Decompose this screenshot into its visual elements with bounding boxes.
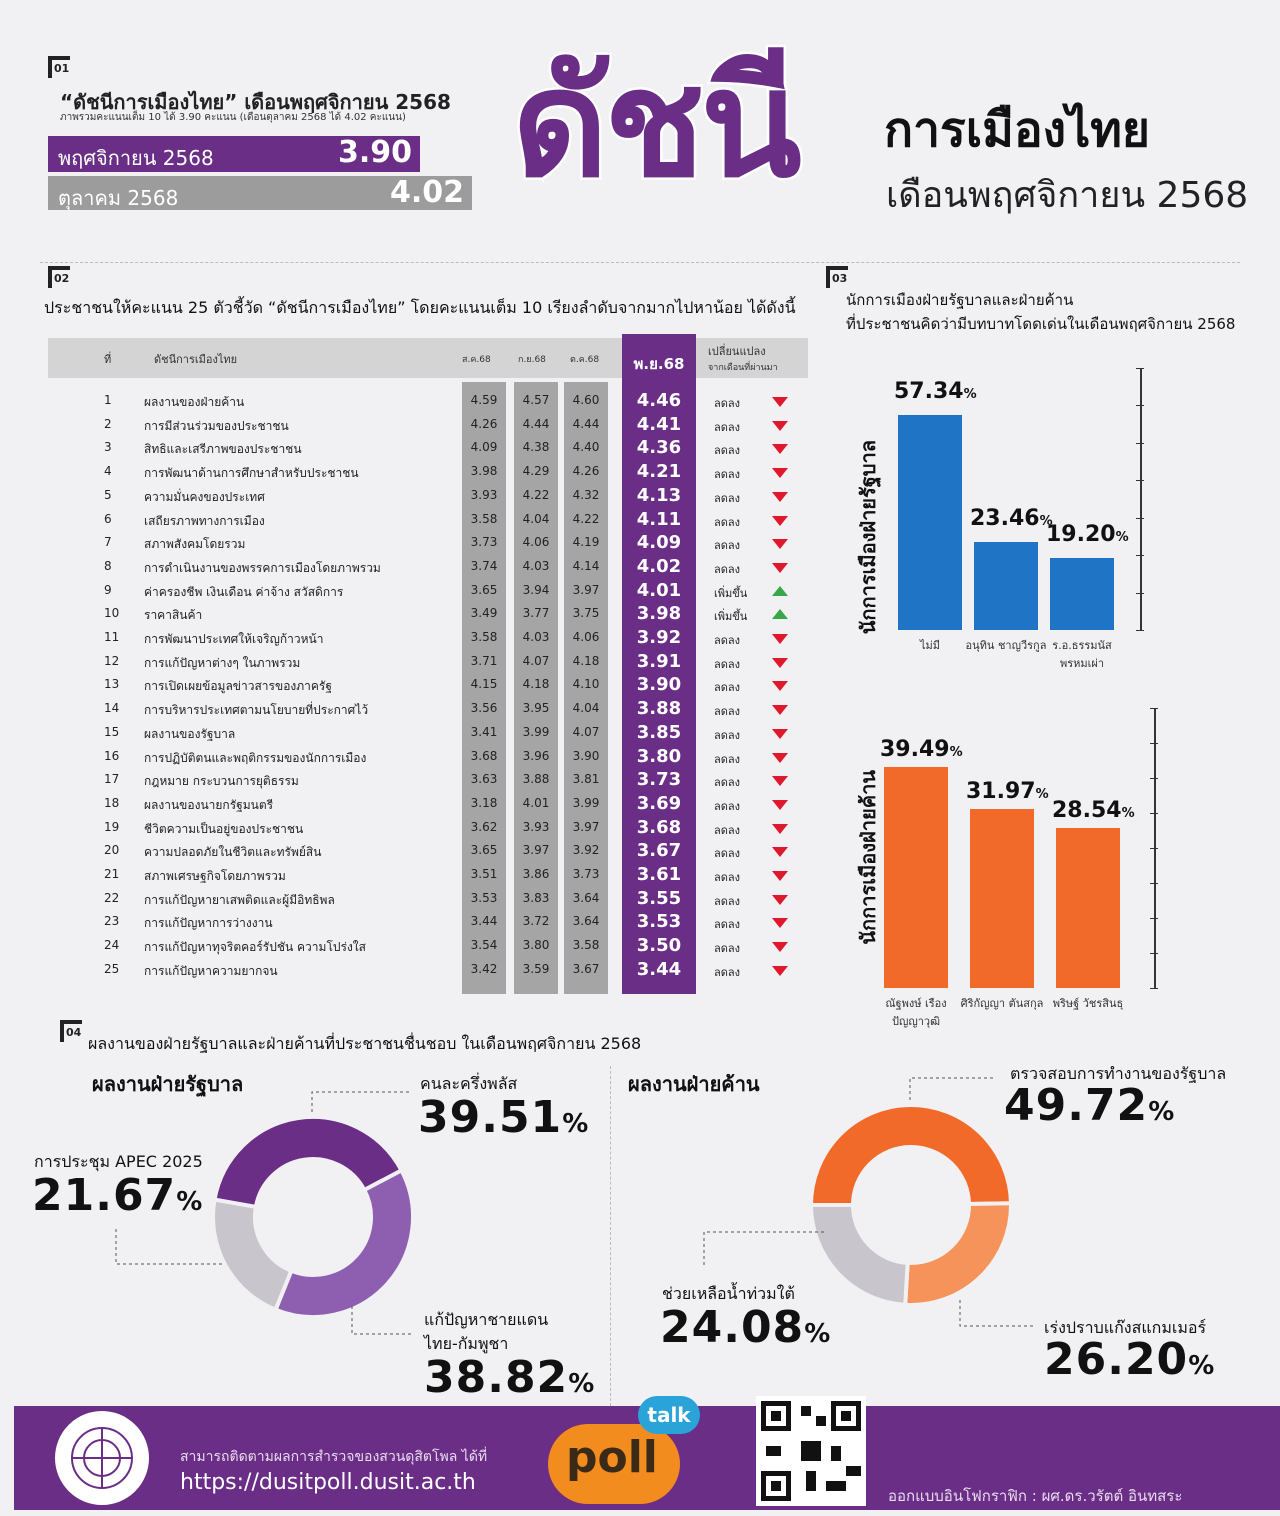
row-rank: 23	[104, 914, 120, 929]
row-sep: 3.80	[522, 938, 550, 953]
row-oct: 3.97	[572, 582, 600, 597]
row-rank: 14	[104, 701, 120, 716]
row-aug: 3.71	[470, 653, 498, 668]
university-logo	[52, 1408, 152, 1508]
row-oct: 3.75	[572, 606, 600, 621]
row-sep: 3.88	[522, 772, 550, 787]
x-tick-label: ไม่มี	[919, 639, 941, 652]
row-indicator: การดำเนินงานของพรรคการเมืองโดยภาพรวม	[144, 560, 381, 575]
row-rank: 6	[104, 511, 112, 526]
row-rank: 12	[104, 653, 120, 668]
poll-logo: poll	[566, 1432, 658, 1483]
row-indicator: การแก้ปัญหาต่างๆ ในภาพรวม	[144, 655, 301, 670]
row-nov: 3.80	[636, 745, 682, 767]
row-rank: 13	[104, 677, 120, 692]
x-tick-label: ศิริกัญญา ตันสกุล	[960, 997, 1044, 1010]
politicians-title-1: นักการเมืองฝ่ายรัฐบาลและฝ่ายค้าน	[846, 291, 1074, 309]
row-sep: 4.44	[522, 416, 550, 431]
row-rank: 11	[104, 630, 120, 644]
bar-value-label: 57.34%	[894, 379, 977, 405]
row-aug: 4.09	[470, 440, 498, 455]
row-rank: 18	[104, 795, 120, 810]
row-sep: 3.86	[522, 867, 550, 881]
row-indicator: การแก้ปัญหาทุจริตคอร์รัปชัน ความโปร่งใส	[144, 940, 366, 955]
row-oct: 3.64	[572, 914, 600, 929]
row-oct: 3.58	[572, 938, 600, 953]
row-sep: 3.77	[522, 606, 550, 621]
row-indicator: การพัฒนาประเทศให้เจริญก้าวหน้า	[144, 632, 324, 646]
row-aug: 3.51	[470, 867, 498, 881]
gov-item-2-label: แก้ปัญหาชายแดน	[424, 1310, 549, 1329]
opposition-achievements-heading: ผลงานฝ่ายค้าน	[628, 1072, 760, 1096]
row-nov: 3.85	[636, 721, 682, 743]
row-indicator: ผลงานของนายกรัฐมนตรี	[144, 797, 274, 812]
header-change: เปลี่ยนแปลง	[708, 345, 766, 358]
opp-item-1-value: 49.72%	[1004, 1080, 1176, 1131]
opp-item-2-label: เร่งปราบแก๊งสแกมเมอร์	[1044, 1318, 1207, 1337]
bar-value-label: 28.54%	[1052, 798, 1135, 824]
row-nov: 3.50	[636, 935, 682, 957]
footer-url-link[interactable]: https://dusitpoll.dusit.ac.th	[180, 1470, 476, 1495]
row-indicator: สิทธิและเสรีภาพของประชาชน	[144, 442, 302, 457]
qr-code-icon	[756, 1396, 866, 1506]
talk-logo: talk	[638, 1396, 700, 1434]
row-sep: 4.01	[522, 795, 550, 810]
row-sep: 4.29	[522, 464, 550, 479]
november-value: 3.90	[337, 135, 412, 170]
row-change: ลดลง	[714, 539, 740, 553]
row-oct: 3.97	[572, 819, 600, 834]
row-oct: 4.60	[572, 393, 600, 407]
row-rank: 16	[104, 748, 120, 763]
row-aug: 3.62	[470, 819, 498, 834]
main-title-big: ดัชนี	[512, 38, 798, 210]
row-nov: 3.91	[636, 650, 682, 672]
row-aug: 3.93	[470, 487, 498, 502]
y-axis-label: นักการเมืองฝ่ายค้าน	[856, 770, 880, 945]
row-nov: 4.46	[636, 390, 682, 411]
row-nov: 3.98	[636, 603, 682, 625]
row-oct: 4.14	[572, 558, 600, 573]
achievements-title: ผลงานของฝ่ายรัฐบาลและฝ่ายค้านที่ประชาชนชื่นชอบ ในเดือนพฤศจิกายน 2568	[88, 1034, 642, 1053]
row-change: ลดลง	[714, 752, 740, 766]
x-tick-label: พริษฐ์ วัชรสินธุ	[1052, 997, 1124, 1010]
table-intro: ประชาชนให้คะแนน 25 ตัวชี้วัด “ดัชนีการเมืองไทย” โดยคะแนนเต็ม 10 เรียงลำดับจากมากไปหาน้อย ได้ดังนี้	[44, 298, 796, 317]
row-rank: 3	[104, 440, 112, 455]
row-change: ลดลง	[714, 918, 740, 932]
row-nov: 3.67	[636, 840, 682, 862]
row-change: ลดลง	[714, 657, 740, 671]
x-tick-label: อนุทิน ชาญวีรกูล	[965, 639, 1047, 652]
row-rank: 25	[104, 961, 120, 976]
row-aug: 3.68	[470, 748, 498, 763]
row-nov: 3.61	[636, 864, 682, 885]
gov-item-2-value: 38.82%	[424, 1352, 596, 1403]
government-achievements-heading: ผลงานฝ่ายรัฐบาล	[92, 1072, 244, 1096]
october-value: 4.02	[389, 175, 464, 210]
opp-item-1-label: ตรวจสอบการทำงานของรัฐบาล	[1010, 1064, 1227, 1083]
row-rank: 22	[104, 890, 120, 905]
opp-item-3-label: ช่วยเหลือน้ำท่วมใต้	[662, 1284, 795, 1303]
header-nov: พ.ย.68	[633, 355, 685, 373]
row-change: ลดลง	[714, 776, 740, 790]
row-aug: 3.58	[470, 511, 498, 526]
row-rank: 21	[104, 867, 120, 881]
row-nov: 3.69	[636, 792, 682, 814]
row-indicator: ชีวิตความเป็นอยู่ของประชาชน	[144, 821, 304, 836]
y-axis-label: นักการเมืองฝ่ายรัฐบาล	[856, 440, 880, 635]
row-oct: 3.64	[572, 890, 600, 905]
header-oct: ต.ค.68	[570, 355, 600, 365]
october-label: ตุลาคม 2568	[58, 186, 179, 210]
row-rank: 19	[104, 819, 120, 834]
row-indicator: การเปิดเผยข้อมูลข่าวสารของภาครัฐ	[144, 679, 332, 694]
row-rank: 20	[104, 843, 120, 858]
row-rank: 8	[104, 558, 112, 573]
row-change: ลดลง	[714, 871, 740, 884]
row-change: ลดลง	[714, 942, 740, 956]
row-sep: 3.72	[522, 914, 550, 929]
row-indicator: การแก้ปัญหาการว่างงาน	[144, 916, 273, 931]
bar-value-label: 39.49%	[880, 736, 963, 762]
row-sep: 3.94	[522, 582, 550, 597]
row-change: ลดลง	[714, 468, 740, 482]
row-oct: 4.18	[572, 653, 600, 668]
section-number-2: 02	[48, 266, 70, 288]
x-tick-label: ร.อ.ธรรมนัส พรหมเผ่า	[1052, 639, 1112, 670]
section-number-3: 03	[826, 266, 848, 288]
row-indicator: ค่าครองชีพ เงินเดือน ค่าจ้าง สวัสดิการ	[144, 584, 344, 599]
row-sep: 4.04	[522, 511, 550, 526]
row-nov: 4.11	[636, 508, 682, 530]
row-aug: 3.53	[470, 890, 498, 905]
main-title-line1: การเมืองไทย	[884, 102, 1151, 158]
main-title-line2: เดือนพฤศจิกายน 2568	[886, 175, 1249, 216]
row-nov: 3.90	[636, 674, 682, 696]
row-indicator: การปฏิบัติตนและพฤติกรรมของนักการเมือง	[144, 750, 367, 765]
row-indicator: สภาพสังคมโดยรวม	[144, 537, 246, 552]
row-nov: 4.09	[636, 532, 682, 554]
row-oct: 4.26	[572, 464, 600, 479]
row-sep: 4.57	[522, 393, 550, 407]
row-rank: 7	[104, 535, 112, 550]
bar-value-label: 31.97%	[966, 778, 1049, 804]
row-sep: 4.03	[522, 558, 550, 573]
row-oct: 4.40	[572, 440, 600, 455]
row-change: ลดลง	[714, 823, 740, 837]
row-aug: 3.18	[470, 795, 498, 810]
row-change: ลดลง	[714, 894, 740, 908]
row-change: ลดลง	[714, 420, 740, 434]
row-change: ลดลง	[714, 705, 740, 719]
row-indicator: กฎหมาย กระบวนการยุติธรรม	[144, 774, 299, 789]
row-nov: 4.36	[636, 437, 682, 459]
row-oct: 4.07	[572, 724, 600, 739]
row-change: ลดลง	[714, 491, 740, 505]
row-sep: 4.06	[522, 535, 550, 550]
row-oct: 4.44	[572, 416, 600, 431]
index-subtitle: “ดัชนีการเมืองไทย” เดือนพฤศจิกายน 2568	[60, 90, 451, 114]
row-sep: 3.95	[522, 701, 550, 716]
november-label: พฤศจิกายน 2568	[58, 146, 214, 170]
row-aug: 3.65	[470, 582, 498, 597]
row-indicator: การพัฒนาด้านการศึกษาสำหรับประชาชน	[144, 466, 359, 481]
row-aug: 3.98	[470, 464, 498, 479]
row-aug: 3.54	[470, 938, 498, 953]
gov-item-3-label: การประชุม APEC 2025	[34, 1152, 203, 1171]
row-nov: 3.92	[636, 627, 682, 648]
row-nov: 4.21	[636, 461, 682, 483]
row-aug: 3.41	[470, 724, 498, 739]
opp-item-3-value: 24.08%	[660, 1302, 832, 1353]
row-change: ลดลง	[714, 397, 740, 410]
row-rank: 4	[104, 464, 112, 479]
row-nov: 3.88	[636, 698, 682, 720]
row-nov: 4.02	[636, 555, 682, 577]
row-rank: 5	[104, 487, 112, 502]
row-change: ลดลง	[714, 799, 740, 813]
row-aug: 3.73	[470, 535, 498, 550]
row-nov: 4.41	[636, 413, 682, 435]
gov-item-1-label: คนละครึ่งพลัส	[420, 1074, 518, 1093]
row-change: ลดลง	[714, 965, 740, 979]
row-sep: 4.07	[522, 653, 550, 668]
row-aug: 3.58	[470, 630, 498, 644]
section-number-4: 04	[60, 1020, 82, 1042]
row-indicator: ราคาสินค้า	[144, 608, 203, 623]
row-oct: 4.19	[572, 535, 600, 550]
footer-design-credit: ออกแบบอินโฟกราฟิก : ผศ.ดร.วรัตต์ อินทสระ	[888, 1487, 1183, 1505]
row-aug: 3.74	[470, 558, 498, 573]
row-sep: 3.96	[522, 748, 550, 763]
row-sep: 3.59	[522, 961, 550, 976]
row-rank: 15	[104, 724, 120, 739]
politicians-title-2: ที่ประชาชนคิดว่ามีบทบาทโดดเด่นในเดือนพฤศจิกายน 2568	[846, 315, 1236, 333]
row-indicator: การบริหารประเทศตามนโยบายที่ประกาศไว้	[144, 703, 369, 718]
row-change: ลดลง	[714, 728, 740, 742]
row-nov: 3.44	[636, 958, 682, 980]
row-aug: 4.15	[470, 677, 498, 692]
row-indicator: ผลงานของฝ่ายค้าน	[144, 395, 245, 409]
row-oct: 3.92	[572, 843, 600, 858]
row-sep: 3.99	[522, 724, 550, 739]
row-nov: 4.13	[636, 484, 682, 506]
row-sep: 3.97	[522, 843, 550, 858]
row-aug: 3.56	[470, 701, 498, 716]
row-indicator: ความปลอดภัยในชีวิตและทรัพย์สิน	[144, 845, 322, 860]
row-change: ลดลง	[714, 847, 740, 861]
row-oct: 3.81	[572, 772, 600, 787]
row-change: เพิ่มขึ้น	[714, 586, 748, 600]
row-nov: 3.73	[636, 769, 682, 791]
index-note: ภาพรวมคะแนนเต็ม 10 ได้ 3.90 คะแนน (เดือนตุลาคม 2568 ได้ 4.02 คะแนน)	[60, 112, 406, 123]
row-change: ลดลง	[714, 515, 740, 529]
section-number-1: 01	[48, 56, 70, 78]
row-rank: 10	[104, 606, 120, 621]
row-aug: 4.59	[470, 393, 498, 407]
row-oct: 4.32	[572, 487, 600, 502]
bar-value-label: 19.20%	[1046, 522, 1129, 548]
header-aug: ส.ค.68	[462, 355, 491, 365]
row-nov: 3.68	[636, 816, 682, 838]
row-sep: 3.93	[522, 819, 550, 834]
row-indicator: การแก้ปัญหาความยากจน	[144, 963, 278, 978]
row-oct: 3.67	[572, 961, 600, 976]
row-indicator: การมีส่วนร่วมของประชาชน	[144, 418, 289, 433]
row-indicator: สภาพเศรษฐกิจโดยภาพรวม	[144, 869, 286, 883]
row-oct: 3.99	[572, 795, 600, 810]
row-aug: 4.26	[470, 416, 498, 431]
footer-follow-text: สามารถติดตามผลการสำรวจของสวนดุสิตโพล ได้ที่	[180, 1449, 488, 1465]
bar-value-label: 23.46%	[970, 506, 1053, 532]
header-rank: ที่	[104, 353, 112, 366]
row-aug: 3.42	[470, 961, 498, 976]
row-nov: 3.53	[636, 911, 682, 933]
row-rank: 9	[104, 582, 112, 597]
x-tick-label: ณัฐพงษ์ เรืองปัญญาวุฒิ	[885, 997, 947, 1028]
row-sep: 4.18	[522, 677, 550, 692]
row-rank: 17	[104, 772, 120, 787]
gov-item-1-value: 39.51%	[418, 1092, 590, 1143]
header-sep: ก.ย.68	[518, 355, 546, 365]
row-aug: 3.49	[470, 606, 498, 621]
header-indicator: ดัชนีการเมืองไทย	[154, 353, 238, 366]
row-change: ลดลง	[714, 681, 740, 695]
row-indicator: ความมั่นคงของประเทศ	[144, 489, 265, 504]
row-oct: 4.22	[572, 511, 600, 526]
row-aug: 3.63	[470, 772, 498, 787]
row-change: ลดลง	[714, 634, 740, 647]
row-oct: 4.04	[572, 701, 600, 716]
row-change: ลดลง	[714, 444, 740, 458]
row-sep: 3.83	[522, 890, 550, 905]
row-rank: 24	[104, 938, 120, 953]
row-oct: 4.06	[572, 630, 600, 644]
row-oct: 3.73	[572, 867, 600, 881]
row-aug: 3.65	[470, 843, 498, 858]
row-indicator: การแก้ปัญหายาเสพติดและผู้มีอิทธิพล	[144, 892, 335, 907]
gov-item-3-value: 21.67%	[32, 1170, 204, 1221]
gov-item-2-label-2: ไทย-กัมพูชา	[424, 1334, 509, 1353]
row-nov: 4.01	[636, 579, 682, 601]
row-nov: 3.55	[636, 887, 682, 909]
row-indicator: ผลงานของรัฐบาล	[144, 726, 236, 741]
row-oct: 4.10	[572, 677, 600, 692]
row-oct: 3.90	[572, 748, 600, 763]
row-sep: 4.22	[522, 487, 550, 502]
row-change: ลดลง	[714, 562, 740, 576]
row-indicator: เสถียรภาพทางการเมือง	[144, 513, 265, 528]
row-rank: 2	[104, 416, 112, 431]
row-sep: 4.38	[522, 440, 550, 455]
row-change: เพิ่มขึ้น	[714, 610, 748, 624]
row-rank: 1	[104, 393, 112, 407]
opp-item-2-value: 26.20%	[1044, 1334, 1216, 1385]
row-aug: 3.44	[470, 914, 498, 929]
header-change-sub: จากเดือนที่ผ่านมา	[708, 363, 778, 373]
row-sep: 4.03	[522, 630, 550, 644]
